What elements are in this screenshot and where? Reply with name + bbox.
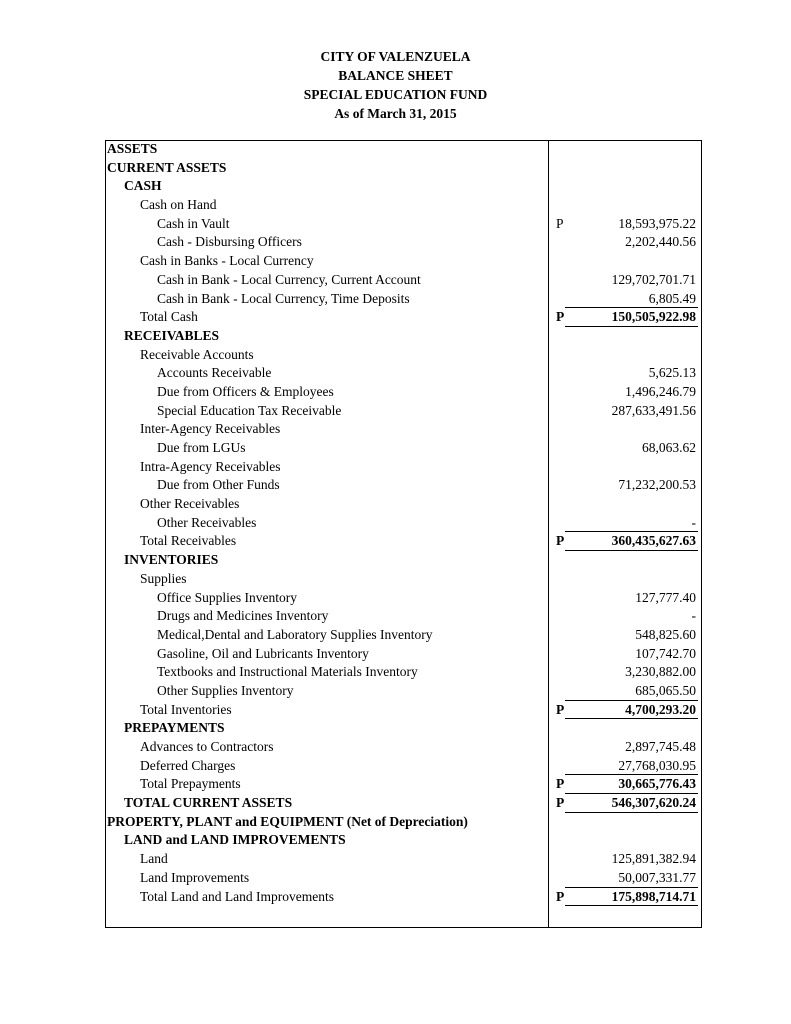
row-label: Due from Other Funds bbox=[157, 477, 280, 493]
header-title: BALANCE SHEET bbox=[338, 68, 453, 83]
line-item-row bbox=[105, 215, 702, 234]
row-label: Drugs and Medicines Inventory bbox=[157, 608, 329, 624]
line-item-row bbox=[105, 233, 702, 252]
row-amount: 1,496,246.79 bbox=[625, 383, 696, 399]
line-item-row bbox=[105, 607, 702, 626]
row-amount: 546,307,620.24 bbox=[611, 795, 696, 811]
row-amount: 2,202,440.56 bbox=[625, 234, 696, 250]
row-label: Cash in Banks - Local Currency bbox=[140, 253, 314, 269]
header-date: As of March 31, 2015 bbox=[334, 106, 457, 121]
currency-symbol: P bbox=[556, 795, 565, 811]
row-label: Total Inventories bbox=[140, 701, 232, 717]
section-heading-row bbox=[105, 813, 702, 832]
line-item-row bbox=[105, 383, 702, 402]
row-amount: 125,891,382.94 bbox=[611, 851, 696, 867]
row-amount: - bbox=[691, 608, 696, 624]
line-item-row bbox=[105, 458, 702, 477]
currency-symbol: P bbox=[556, 215, 564, 231]
total-row bbox=[105, 308, 702, 327]
row-label: LAND and LAND IMPROVEMENTS bbox=[124, 832, 346, 848]
row-label: Cash in Vault bbox=[157, 215, 230, 231]
total-row bbox=[105, 532, 702, 551]
row-label: Accounts Receivable bbox=[157, 365, 272, 381]
row-amount: 107,742.70 bbox=[635, 645, 696, 661]
line-item-row bbox=[105, 682, 702, 701]
line-item-row bbox=[105, 439, 702, 458]
row-amount: 71,232,200.53 bbox=[618, 477, 696, 493]
line-item-row bbox=[105, 626, 702, 645]
line-item-row bbox=[105, 589, 702, 608]
line-item-row bbox=[105, 514, 702, 533]
row-amount: 175,898,714.71 bbox=[611, 888, 696, 904]
row-label: Land Improvements bbox=[140, 869, 250, 885]
row-amount: 685,065.50 bbox=[635, 682, 696, 698]
row-label: RECEIVABLES bbox=[124, 327, 220, 343]
row-label: Intra-Agency Receivables bbox=[140, 458, 281, 474]
row-amount: 150,505,922.98 bbox=[611, 309, 696, 325]
row-label: Total Receivables bbox=[140, 533, 237, 549]
row-label: TOTAL CURRENT ASSETS bbox=[124, 795, 293, 811]
total-row bbox=[105, 775, 702, 794]
row-label: Office Supplies Inventory bbox=[157, 589, 297, 605]
document-header bbox=[0, 47, 791, 123]
row-label: Special Education Tax Receivable bbox=[157, 402, 342, 418]
section-heading-row bbox=[105, 159, 702, 178]
row-label: Due from Officers & Employees bbox=[157, 383, 334, 399]
line-item-row bbox=[105, 290, 702, 309]
row-label: CURRENT ASSETS bbox=[107, 159, 227, 175]
section-heading-row bbox=[105, 551, 702, 570]
row-amount: 127,777.40 bbox=[635, 589, 696, 605]
row-label: Total Prepayments bbox=[140, 776, 241, 792]
section-heading-row bbox=[105, 140, 702, 159]
line-item-row bbox=[105, 402, 702, 421]
row-label: Total Land and Land Improvements bbox=[140, 888, 334, 904]
row-amount: 4,700,293.20 bbox=[625, 701, 696, 717]
row-label: Cash in Bank - Local Currency, Current Account bbox=[157, 271, 421, 287]
line-item-row bbox=[105, 645, 702, 664]
section-heading-row bbox=[105, 327, 702, 346]
currency-symbol: P bbox=[556, 701, 565, 717]
row-label: Cash - Disbursing Officers bbox=[157, 234, 302, 250]
row-amount: 6,805.49 bbox=[648, 290, 696, 306]
row-amount: 3,230,882.00 bbox=[625, 664, 696, 680]
row-label: Total Cash bbox=[140, 309, 198, 325]
row-label: Supplies bbox=[140, 570, 187, 586]
row-amount: 18,593,975.22 bbox=[618, 215, 696, 231]
line-item-row bbox=[105, 364, 702, 383]
header-city: CITY OF VALENZUELA bbox=[320, 49, 471, 64]
line-item-row bbox=[105, 757, 702, 776]
row-amount: 2,897,745.48 bbox=[625, 739, 696, 754]
line-item-row bbox=[105, 869, 702, 888]
row-label: Land bbox=[140, 851, 168, 867]
row-label: PROPERTY, PLANT and EQUIPMENT (Net of Depreciation) bbox=[107, 813, 468, 829]
line-item-row bbox=[105, 346, 702, 365]
row-amount: 360,435,627.63 bbox=[611, 533, 696, 549]
line-item-row bbox=[105, 196, 702, 215]
row-label: Textbooks and Instructional Materials Inventory bbox=[157, 664, 418, 680]
row-amount: 287,633,491.56 bbox=[611, 402, 696, 418]
row-label: Other Supplies Inventory bbox=[157, 682, 294, 698]
row-label: Due from LGUs bbox=[157, 440, 246, 455]
row-amount: 5,625.13 bbox=[648, 365, 696, 381]
line-item-row bbox=[105, 476, 702, 495]
balance-sheet-rows bbox=[105, 140, 702, 906]
total-row bbox=[105, 794, 702, 813]
currency-symbol: P bbox=[556, 533, 565, 549]
amount-rule bbox=[565, 905, 698, 906]
line-item-row bbox=[105, 738, 702, 757]
section-heading-row bbox=[105, 719, 702, 738]
currency-symbol: P bbox=[556, 776, 565, 792]
row-label: Deferred Charges bbox=[140, 757, 236, 773]
row-amount: 129,702,701.71 bbox=[611, 271, 696, 287]
currency-symbol: P bbox=[556, 309, 565, 325]
row-label: Advances to Contractors bbox=[140, 739, 274, 754]
section-heading-row bbox=[105, 177, 702, 196]
row-label: Medical,Dental and Laboratory Supplies Inventory bbox=[157, 626, 433, 642]
row-label: CASH bbox=[124, 178, 162, 194]
row-label: Receivable Accounts bbox=[140, 346, 254, 362]
section-heading-row bbox=[105, 831, 702, 850]
row-amount: 68,063.62 bbox=[642, 440, 696, 455]
header-fund: SPECIAL EDUCATION FUND bbox=[303, 87, 488, 102]
total-row bbox=[105, 701, 702, 720]
row-label: Cash in Bank - Local Currency, Time Deposits bbox=[157, 290, 410, 306]
row-label: Gasoline, Oil and Lubricants Inventory bbox=[157, 645, 369, 661]
row-label: PREPAYMENTS bbox=[124, 720, 225, 736]
line-item-row bbox=[105, 570, 702, 589]
line-item-row bbox=[105, 252, 702, 271]
row-amount: 30,665,776.43 bbox=[618, 776, 696, 792]
line-item-row bbox=[105, 850, 702, 869]
line-item-row bbox=[105, 663, 702, 682]
row-label: Other Receivables bbox=[157, 514, 257, 530]
currency-symbol: P bbox=[556, 888, 565, 904]
row-label: INVENTORIES bbox=[124, 552, 219, 568]
row-label: Other Receivables bbox=[140, 496, 240, 512]
row-amount: 27,768,030.95 bbox=[618, 757, 696, 773]
line-item-row bbox=[105, 495, 702, 514]
row-amount: - bbox=[691, 514, 696, 530]
total-row bbox=[105, 888, 702, 907]
row-amount: 548,825.60 bbox=[635, 626, 696, 642]
row-label: Cash on Hand bbox=[140, 197, 217, 213]
line-item-row bbox=[105, 420, 702, 439]
row-label: Inter-Agency Receivables bbox=[140, 421, 281, 437]
row-label: ASSETS bbox=[107, 141, 158, 156]
line-item-row bbox=[105, 271, 702, 290]
row-amount: 50,007,331.77 bbox=[618, 869, 696, 885]
